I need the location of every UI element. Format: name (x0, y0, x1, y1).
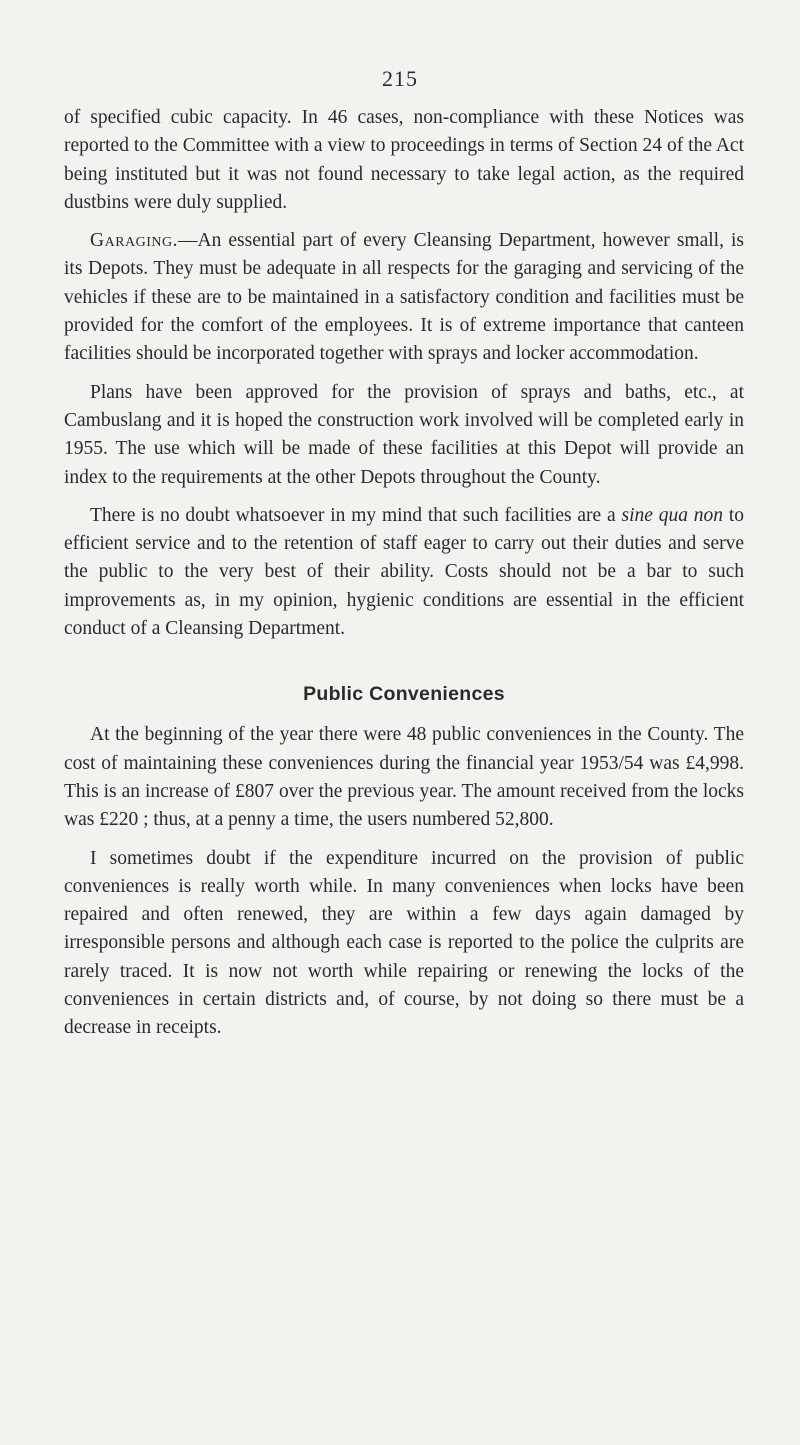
facilities-text-end: to efficient service and to the retention of staff eager to carry out their duties and serve the public to the very best of their ability. Costs should not be a bar to such improvements as, in my opinion, hygienic conditions are essential in the efficient conduct of a Cleansing Department. (64, 504, 745, 640)
paragraph-conveniences-locks: I sometimes doubt if the expenditure incurred on the provision of public conveniences is really worth while. In many conveniences when locks have been repaired and often renewed, they are within a few days again damaged by irresponsible persons and although each case is reported to the police the culprits are rarely traced. It is now not worth while repairing or renewing the locks of the conveniences in certain districts and, of course, by not doing so there must be a decrease in receipts. (64, 847, 744, 1039)
section-heading-public-conveniences: Public Conveniences (303, 683, 505, 706)
garaging-run-in-heading: Garaging. (90, 230, 179, 252)
latin-phrase: sine qua non (621, 504, 724, 526)
page-body (64, 104, 744, 1043)
garaging-text: —An essential part of every Cleansing Department, however small, is its Depots. They must be adequate in all respects for the garaging and servicing of the vehicles if these are to be maintained in a satisfactory condition and facilities must be provided for the comfort of the employees. It is of extreme importance that canteen facilities should be incorporated together with sprays and locker accommodation. (64, 230, 744, 365)
paragraph-dustbin-notices: of specified cubic capacity. In 46 cases, non-compliance with these Notices was reported to the Committee with a view to proceedings in terms of Section 24 of the Act being instituted but it was not found necessary to take legal action, as the required dustbins were duly supplied. (64, 107, 744, 213)
paragraph-facilities-opinion (64, 502, 744, 643)
paragraph-conveniences-costs: At the beginning of the year there were 48 public conveniences in the County. The cost of maintaining these conveniences during the financial year 1953/54 was £4,998. This is an increase of £807 over the previous year. The amount received from the locks was £220 ; thus, at a penny a time, the users numbered 52,800. (64, 724, 744, 831)
page-number: 215 (382, 66, 418, 91)
facilities-text-start: There is no doubt whatsoever in my mind that such facilities are a (90, 504, 622, 526)
paragraph-garaging (64, 227, 744, 368)
paragraph-cambuslang-plans: Plans have been approved for the provision of sprays and baths, etc., at Cambuslang and it is hoped the construction work involved will be completed early in 1955. The use which will be made of these facilities at this Depot will provide an index to the requirements at the other Depots throughout the County. (64, 381, 744, 488)
